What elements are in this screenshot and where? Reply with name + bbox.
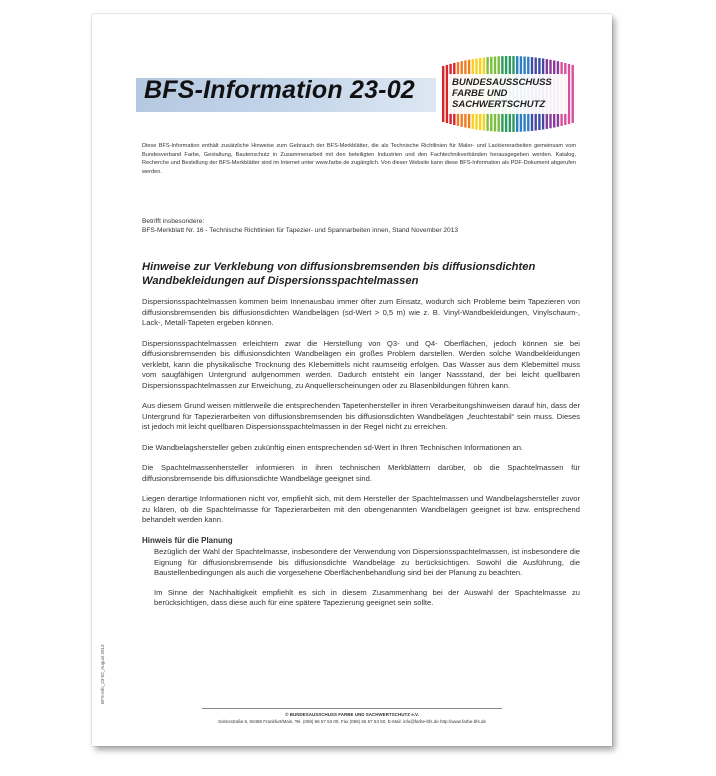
logo-line-3: SACHWERTSCHUTZ bbox=[452, 99, 546, 110]
logo-line-1: BUNDESAUSSCHUSS bbox=[452, 77, 552, 88]
logo-stripe bbox=[442, 66, 444, 122]
side-document-id: BFS-Info_23-02_August 2013 bbox=[100, 644, 105, 704]
logo-wordmark bbox=[452, 77, 552, 110]
hint-section bbox=[142, 547, 580, 609]
logo-stripe bbox=[568, 64, 570, 124]
hint-paragraph: Bezüglich der Wahl der Spachtelmasse, insbesondere der Verwendung von Dispersionsspachtelmassen, ist insbesondere die Eignung für diffusionsbremsende bis diffusionsdichte Wandbeläge zu berücksichtigen. Sowohl die Ausführung, die Baustellenbedingungen als auch die vorgesehene Oberflächenbehandlung sind bei der Planung zu beachten. bbox=[154, 547, 580, 577]
page-title: BFS-Information 23-02 bbox=[144, 76, 415, 104]
concerns-text: BFS-Merkblatt Nr. 16 - Technische Richtlinien für Tapezier- und Spannarbeiten innen, Stand November 2013 bbox=[142, 227, 459, 234]
logo-stripe bbox=[446, 65, 448, 123]
concerns-block bbox=[142, 217, 582, 235]
logo-line-2: FARBE UND bbox=[452, 88, 508, 99]
article-heading: Hinweise zur Verklebung von diffusionsbremsenden bis diffusionsdichten Wandbekleidungen auf Dispersionsspachtelmassen bbox=[142, 261, 536, 287]
hint-paragraph: Im Sinne der Nachhaltigkeit empfiehlt es sich in diesem Zusammenhang bei der Auswahl der Spachtelmasse zu berücksichtigen, dass diese auch für eine spätere Tapezierung geeignet sein sollte. bbox=[154, 587, 580, 607]
concerns-label: Betrifft insbesondere: bbox=[142, 218, 205, 225]
body-paragraph: Liegen derartige Informationen nicht vor, empfiehlt sich, mit dem Hersteller der Spachtelmassen und Wandbelagshersteller zuvor zu klären, ob die Spachtelmasse für Tapezierarbeiten mit den obengenannten Wandbelägen geeignet ist bzw. entsprechend behandelt werden kann. bbox=[142, 494, 580, 524]
footer-organization: © BUNDESAUSSCHUSS FARBE UND SACHWERTSCHUTZ e.V. bbox=[285, 712, 419, 717]
body-paragraph: Die Spachtelmassenhersteller informieren in ihren technischen Merkblättern darüber, ob die Spachtelmassen für diffusionsbremsende bis diffusionsdichte Wandbeläge geeignet sind. bbox=[142, 463, 580, 483]
intro-note: Diese BFS-Information enthält zusätzliche Hinweise zum Gebrauch der BFS-Merkblätter, die als Technische Richtlinien für Maler- und Lackiererarbeiten gemeinsam vom Bundesverband Farbe, Gestaltung, Bautenschutz in Zusammenarbeit mit den beteiligten Industrien und den Fachtechnikverbänden herausgegeben werden. Katalog, Recherche und Bestellung der BFS-Merkblätter sind im Internet unter www.farbe.de zugänglich. Von dieser Website kann diese BFS-Information als PDF-Dokument abgerufen werden. bbox=[142, 143, 576, 175]
body-paragraph: Dispersionsspachtelmassen erleichtern zwar die Herstellung von Q3- und Q4- Oberflächen, jedoch können sie bei diffusionsbremsenden bis diffusionsdichten Wandbelägen ein großes Problem darstellen. Werden solche Wandbekleidungen verklebt, kann die physikalische Trocknung des Klebemittels nicht raumseitig erfolgen. Das Wasser aus dem Klebemittel muss vom saugfähigen Untergrund aufgenommen werden. Dadurch entsteht ein langer Nassstand, der bei leicht quellbaren Dispersionsspachtelmassen zur Erweichung, zu Anquellerscheinungen oder zu Blasenbildungen führen kann. bbox=[142, 338, 580, 390]
hint-heading: Hinweis für die Planung bbox=[142, 535, 233, 545]
footer-divider bbox=[202, 708, 502, 709]
body-paragraph: Aus diesem Grund weisen mittlerweile die entsprechenden Tapetenhersteller in ihren Verarbeitungshinweisen darauf hin, dass der Untergrund für Tapezierarbeiten von diffusionsbremsenden bis diffusionsdichten Wandbelägen „feuchtestabil“ sein muss. Dieses ist jedoch mit leicht quellbaren Dispersionsspachtelmassen in der Regel nicht zu erreichen. bbox=[142, 401, 580, 431]
article-body bbox=[142, 297, 580, 618]
body-paragraph: Die Wandbelagshersteller geben zukünftig einen entsprechenden sd-Wert in Ihren Technischen Informationen an. bbox=[142, 442, 524, 452]
footer-address: Solmsstraße 6, 60486 Frankfurt/Main, Tel. (069) 66 57 53 00, Fax (069) 66 57 53 50, E-Mail: info@farbe-bfs.de http://www.farbe-bfs.de bbox=[217, 719, 487, 724]
logo-stripe bbox=[572, 65, 574, 123]
document-page bbox=[92, 14, 612, 746]
body-paragraph: Dispersionsspachtelmassen kommen beim Innenausbau immer öfter zum Einsatz, wodurch sich Probleme beim Tapezieren von diffusionsbremsenden bis diffusionsdichten Wandbelägen (sd-Wert > 0,5 m) wie z. B. Vinyl-Wandbekleidungen, Vinylschaum-, Lack-, Metall-Tapeten ergeben können. bbox=[142, 297, 580, 327]
